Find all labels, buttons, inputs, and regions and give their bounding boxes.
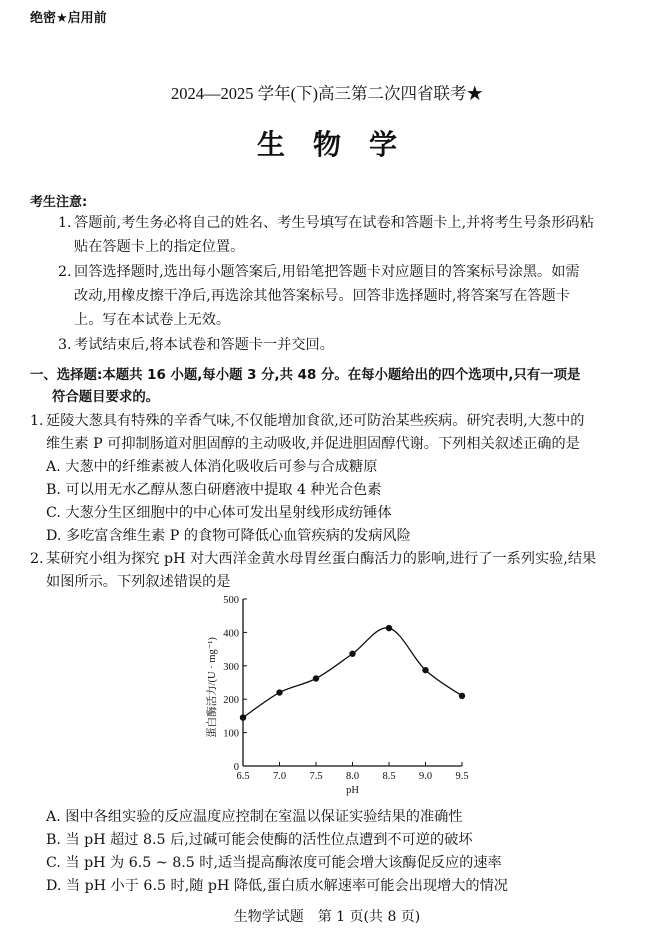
page-footer: 生物学试题 第 1 页(共 8 页) (233, 909, 421, 925)
notice-item-2-num: 2. (58, 264, 72, 280)
question-2-option-a: A. 图中各组实验的反应温度应控制在室温以保证实验结果的准确性 (46, 809, 463, 825)
notice-item-1-num: 1. (58, 215, 72, 231)
question-2-num: 2. (30, 551, 44, 567)
data-point (349, 651, 355, 657)
data-point (459, 693, 465, 699)
question-2-stem-line-1: 某研究小组为探究 pH 对大西洋金黄水母胃丝蛋白酶活力的影响,进行了一系列实验,结果 (46, 551, 597, 567)
notice-item-2-line-1: 回答选择题时,选出每小题答案后,用铅笔把答题卡对应题目的答案标号涂黑。如需 (74, 264, 580, 280)
y-tick-label: 200 (223, 695, 239, 707)
x-tick-label: 6.5 (236, 771, 250, 782)
section-heading-line-2: 符合题目要求的。 (52, 390, 160, 405)
question-1-stem-line-1: 延陵大葱具有特殊的辛香气味,不仅能增加食欲,还可防治某些疾病。研究表明,大葱中的 (46, 413, 585, 429)
question-1-option-c: C. 大葱分生区细胞中的中心体可发出星射线形成纺锤体 (46, 505, 392, 521)
notice-item-1-line-1: 答题前,考生务必将自己的姓名、考生号填写在试卷和答题卡上,并将考生号条形码粘 (74, 215, 594, 231)
y-tick-label: 400 (223, 628, 239, 640)
data-point (313, 675, 319, 681)
subject-title: 生物学 (256, 128, 425, 161)
y-tick-label: 100 (223, 728, 239, 740)
y-tick-label: 0 (233, 762, 239, 773)
notice-item-2-line-3: 上。写在本试卷上无效。 (74, 312, 231, 328)
question-1-option-a: A. 大葱中的纤维素被人体消化吸收后可参与合成糖原 (46, 459, 378, 475)
question-2-option-d: D. 当 pH 小于 6.5 时,随 pH 降低,蛋白质水解速率可能会出现增大的情况 (46, 878, 508, 894)
x-tick-label: 8.0 (345, 771, 360, 782)
exam-title: 2024—2025 学年(下)高三第二次四省联考★ (170, 84, 484, 103)
question-1-option-b: B. 可以用无水乙醇从葱白研磨液中提取 4 种光合色素 (46, 482, 382, 498)
question-2-stem-line-2: 如图所示。下列叙述错误的是 (46, 574, 231, 590)
data-point (240, 714, 246, 720)
notice-item-1-line-2: 贴在答题卡上的指定位置。 (74, 239, 245, 255)
question-1-stem-line-2: 维生素 P 可抑制肠道对胆固醇的主动吸收,并促进胆固醇代谢。下列相关叙述正确的是 (46, 436, 580, 452)
series-line (243, 628, 462, 718)
confidential-label: 绝密★启用前 (30, 11, 107, 26)
data-point (276, 689, 282, 695)
x-tick-label: 9.0 (418, 771, 433, 782)
question-2-option-b: B. 当 pH 超过 8.5 后,过碱可能会使酶的活性位点遭到不可逆的破坏 (46, 832, 473, 848)
x-tick-label: 7.5 (309, 771, 323, 782)
y-tick-label: 500 (223, 595, 239, 606)
x-tick-label: 8.5 (382, 771, 396, 782)
x-tick-label: 7.0 (272, 771, 287, 782)
data-point (422, 667, 428, 673)
data-point (386, 625, 392, 631)
notice-item-3-line-1: 考试结束后,将本试卷和答题卡一并交回。 (74, 337, 334, 353)
notice-item-2-line-2: 改动,用橡皮擦干净后,再选涂其他答案标号。回答非选择题时,将答案写在答题卡 (74, 288, 570, 304)
notice-item-3-num: 3. (58, 337, 72, 353)
question-1-option-d: D. 多吃富含维生素 P 的食物可降低心血管疾病的发病风险 (46, 528, 411, 544)
notice-heading: 考生注意: (30, 195, 88, 210)
question-1-num: 1. (30, 413, 44, 429)
question-2-option-c: C. 当 pH 为 6.5 ~ 8.5 时,适当提高酶浓度可能会增大该酶促反应的速率 (46, 855, 502, 871)
section-heading-line-1: 一、选择题:本题共 16 小题,每小题 3 分,共 48 分。在每小题给出的四个选项中,只有一项是 (30, 368, 581, 383)
x-tick-label: 9.5 (455, 771, 469, 782)
y-axis-label: 蛋白酶活力/(U · mg⁻¹) (207, 637, 218, 738)
y-tick-label: 300 (223, 661, 239, 673)
x-axis-label: pH (346, 785, 359, 796)
